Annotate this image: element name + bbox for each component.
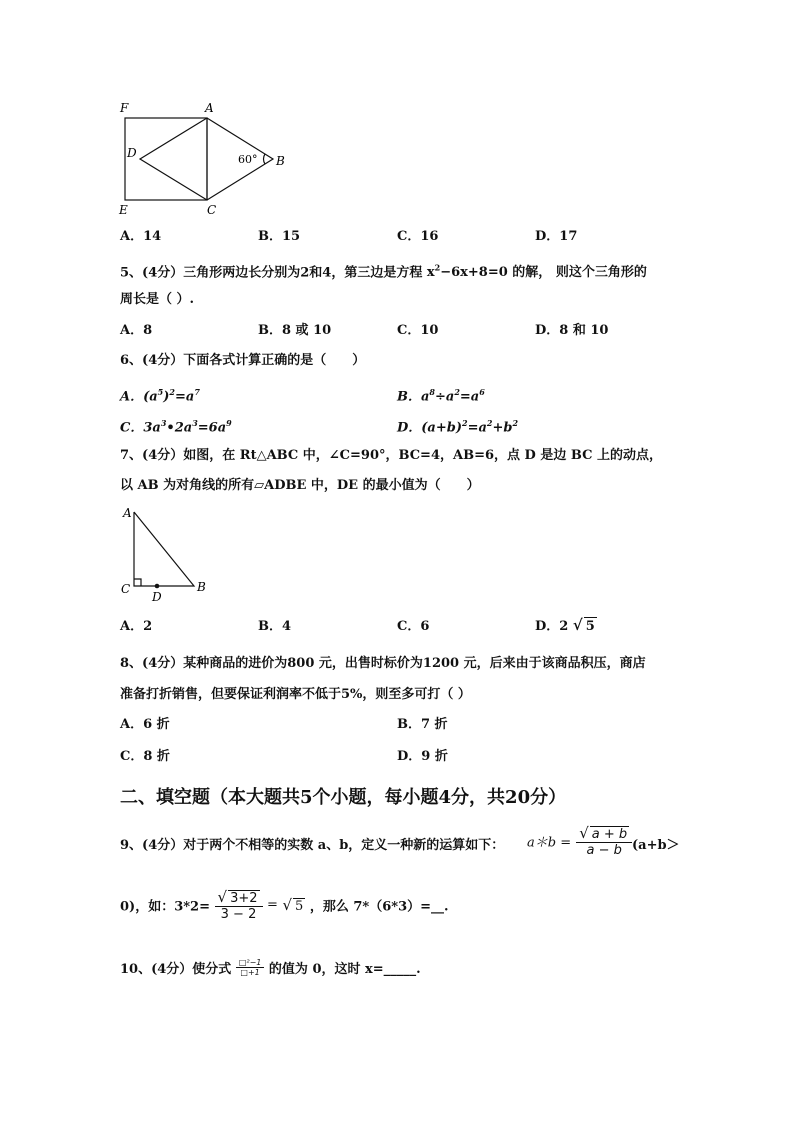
label-angle-60: 60° bbox=[238, 153, 258, 166]
q8-option-c[interactable]: C．8 折 bbox=[120, 749, 170, 764]
q7-option-c[interactable]: C．6 bbox=[397, 619, 430, 634]
q9-stem-line2: 0)，如：3*2= $\frac{√ 3+2}{3 - 2}$ = √ 5 ，那么 7*（6*3）=__. bbox=[120, 888, 449, 922]
q10-stem: 10、(4分）使分式 $\frac{\text{□²−1}}{□+1}$ 的值为 0，这时 x=_____. bbox=[120, 958, 421, 977]
q5-option-c[interactable]: C．10 bbox=[397, 323, 439, 338]
q9-stem-line1: 9、(4分）对于两个不相等的实数 a、b，定义一种新的运算如下： bbox=[120, 838, 505, 853]
q9-definition bbox=[527, 824, 632, 858]
q9-def-fraction: $\frac{√ a + b}{a - b}$ bbox=[576, 824, 632, 858]
q4-option-d[interactable]: D．17 bbox=[535, 229, 578, 244]
q6-option-c[interactable]: C．$3a^3•2a^3=6a^9$ bbox=[120, 418, 232, 436]
label-a: A bbox=[123, 506, 132, 520]
q6-option-d[interactable]: D．$(a+b)^2=a^2+b^2$ bbox=[397, 418, 519, 436]
q9-condition: (a+b＞ bbox=[632, 838, 680, 853]
label-d: D bbox=[127, 146, 137, 160]
q5-stem-line1 bbox=[120, 259, 647, 282]
q8-option-d[interactable]: D．9 折 bbox=[397, 749, 448, 764]
q4-option-a[interactable]: A．14 bbox=[120, 229, 162, 244]
q7-option-b[interactable]: B．4 bbox=[258, 619, 292, 634]
figure-square-kite bbox=[110, 96, 300, 221]
q7-stem-line1: 7、(4分）如图，在 Rt△ABC 中，∠C=90°，BC=4，AB=6，点 D 是边 BC 上的动点， bbox=[120, 448, 662, 463]
q5-option-a[interactable]: A．8 bbox=[120, 323, 153, 338]
label-a: A bbox=[205, 101, 214, 115]
point-d bbox=[155, 584, 160, 589]
triangle-adc bbox=[140, 118, 207, 200]
q8-stem-line1: 8、(4分）某种商品的进价为800 元，出售时标价为1200 元，后来由于该商品积压，商店 bbox=[120, 656, 646, 671]
figure-right-triangle bbox=[115, 500, 215, 605]
q4-option-c[interactable]: C．16 bbox=[397, 229, 439, 244]
triangle-abc bbox=[134, 512, 194, 586]
right-angle-mark bbox=[134, 579, 141, 586]
q5-text: 5、(4分）三角形两边长分别为2和4，第三边是方程 bbox=[120, 265, 423, 281]
label-c: C bbox=[207, 203, 217, 217]
label-d: D bbox=[152, 590, 162, 604]
q7-stem-line2: 以 AB 为对角线的所有▱ADBE 中，DE 的最小值为（ ） bbox=[120, 478, 480, 493]
square-feca bbox=[125, 118, 207, 200]
q4-option-b[interactable]: B．15 bbox=[258, 229, 301, 244]
q10-fraction: $\frac{\text{□²−1}}{□+1}$ bbox=[236, 958, 265, 977]
q7-option-d[interactable]: D．2 √ 5 bbox=[535, 616, 595, 634]
label-c: C bbox=[121, 582, 131, 596]
q6-stem: 6、(4分）下面各式计算正确的是（ ） bbox=[120, 353, 366, 368]
angle-arc-b bbox=[263, 154, 265, 164]
label-b: B bbox=[276, 154, 285, 168]
q9-def-lhs: a＊b = bbox=[527, 835, 572, 851]
label-b: B bbox=[197, 580, 206, 594]
q6-option-b[interactable]: B．$a^8\div a^2=a^6$ bbox=[397, 387, 485, 405]
sqrt-icon: √ bbox=[572, 616, 583, 634]
q5-option-d[interactable]: D．8 和 10 bbox=[535, 323, 609, 338]
q8-stem-line2: 准备打折销售，但要保证利润率不低于5%，则至多可打（ ） bbox=[120, 687, 471, 702]
q7-option-a[interactable]: A．2 bbox=[120, 619, 153, 634]
q6-option-a[interactable]: A．$(a^5)^2=a^7$ bbox=[120, 387, 200, 405]
section-heading-fill-in: 二、填空题（本大题共5个小题，每小题4分，共20分） bbox=[120, 787, 567, 808]
q8-option-a[interactable]: A．6 折 bbox=[120, 717, 170, 732]
q9-example-fraction: $\frac{√ 3+2}{3 - 2}$ bbox=[215, 888, 263, 922]
q8-option-b[interactable]: B．7 折 bbox=[397, 717, 448, 732]
label-f: F bbox=[120, 101, 129, 115]
q5-equation: $x^2-6x+8=0$ 的解， 则这个三角形的 bbox=[426, 263, 647, 281]
label-e: E bbox=[119, 203, 128, 217]
q5-option-b[interactable]: B．8 或 10 bbox=[258, 323, 332, 338]
q5-stem-line2: 周长是（ ）. bbox=[120, 292, 195, 307]
